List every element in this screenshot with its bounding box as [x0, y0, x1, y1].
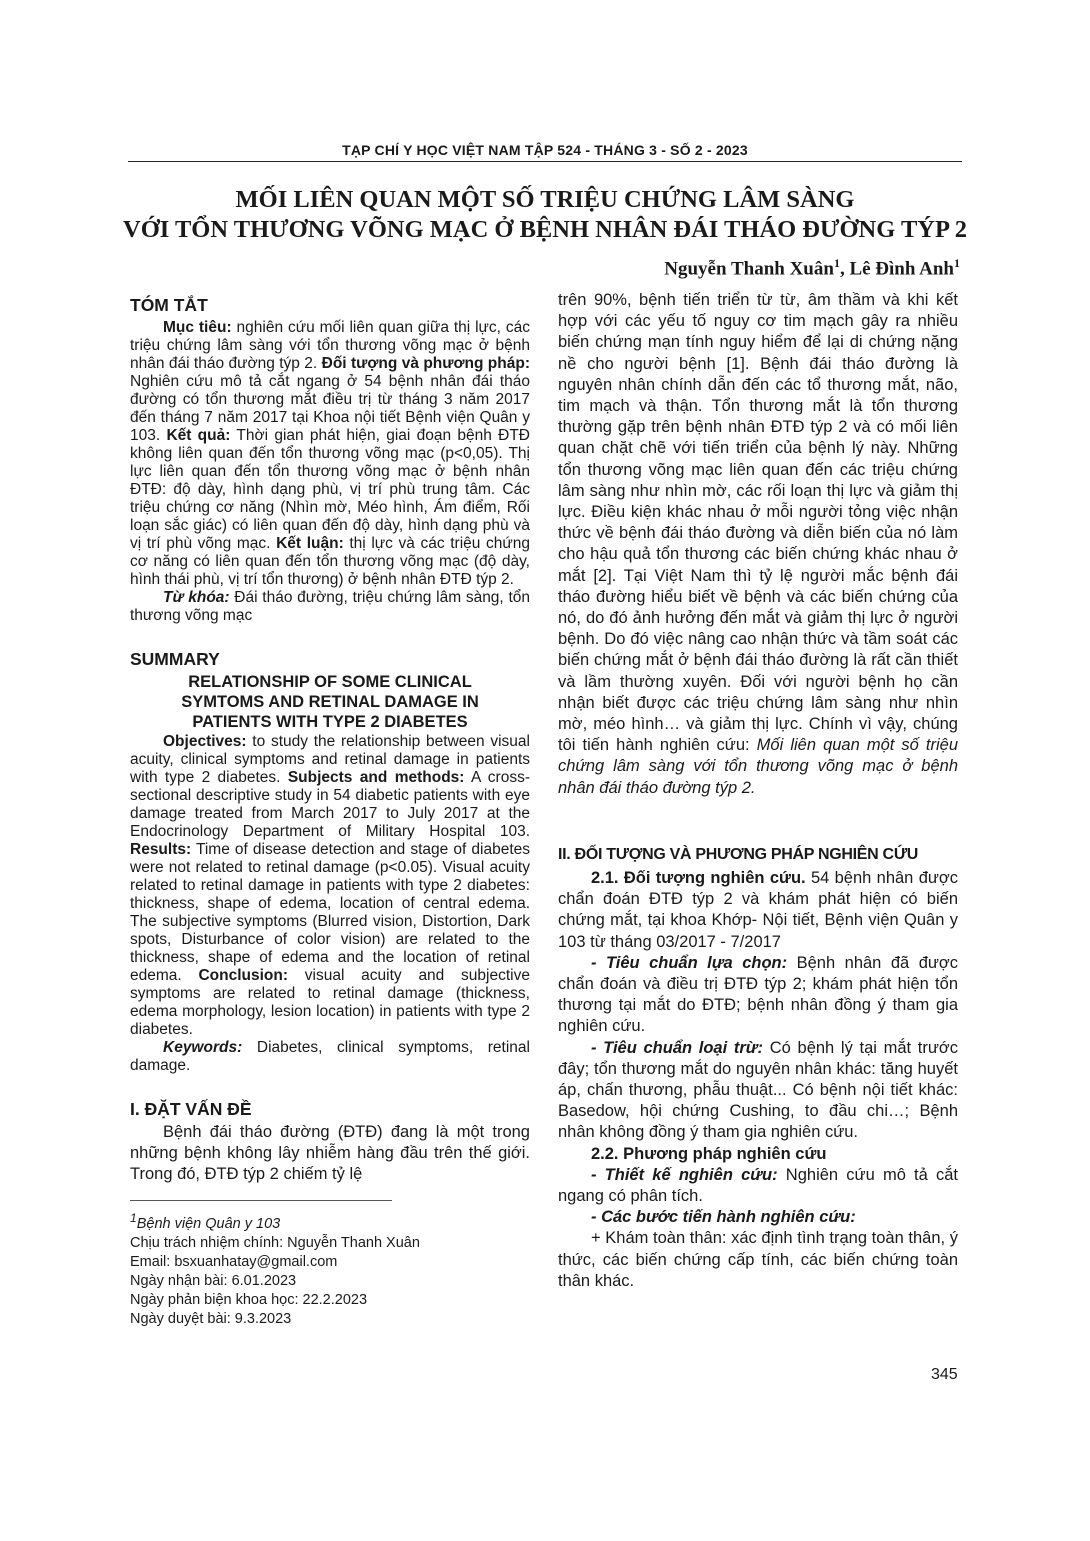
subsection-2-1-text: 54 bệnh nhân được chẩn đoán ĐTĐ týp 2 và khám phát hiện có biến chứng mắt, tại khoa Khớp- Nội tiết, Bệnh viện Quân y 103 từ tháng 03/2017 - 7/2017 — [558, 869, 958, 951]
abstract-keywords-text: Đái tháo đường, triệu chứng lâm sàng, tổn thương võng mạc — [130, 589, 530, 624]
summary-conclusion-text: visual acuity and subjective symptoms are related to retinal damage (thickness, edema morphology, lesion location) in patients with type 2 diabetes. — [130, 967, 530, 1038]
abstract-keywords-label: Từ khóa: — [163, 589, 230, 606]
design-label: - Thiết kế nghiên cứu: — [591, 1165, 778, 1184]
abstract-methods-label: Đối tượng và phương pháp: — [321, 355, 530, 372]
inclusion-text: Bệnh nhân đã được chẩn đoán và điều trị ĐTĐ týp 2; khám phát hiện tổn thương tại mắt do ĐTĐ; bệnh nhân đồng ý tham gia nghiên cứu. — [558, 953, 958, 1036]
summary-methods-label: Subjects and methods: — [287, 769, 465, 786]
study-title-italic: Mối liên quan một số triệu chứng lâm sàng với tổn thương võng mạc ở bệnh nhân đái tháo đường týp 2. — [558, 736, 958, 797]
summary-title — [130, 672, 530, 732]
exclusion-criteria — [558, 1038, 958, 1144]
section-1-text-start: Bệnh đái tháo đường (ĐTĐ) đang là một trong những bệnh không lây nhiễm hàng đầu trên thế giới. Trong đó, ĐTĐ týp 2 chiếm tỷ lệ — [130, 1123, 530, 1184]
footnote-accepted: Ngày duyệt bài: 9.3.2023 — [130, 1310, 292, 1327]
study-steps — [558, 1207, 958, 1228]
summary-keywords — [130, 1039, 530, 1075]
section-1-paragraph-continued — [558, 290, 958, 799]
journal-header: TẠP CHÍ Y HỌC VIỆT NAM TẬP 524 - THÁNG 3 - SỐ 2 - 2023 — [342, 142, 748, 158]
subsection-2-2-label: 2.2. Phương pháp nghiên cứu — [591, 1144, 827, 1163]
footnote-corresponding: Chịu trách nhiệm chính: Nguyễn Thanh Xuân — [130, 1234, 420, 1251]
abstract-keywords — [130, 589, 530, 625]
subsection-2-1-label: 2.1. Đối tượng nghiên cứu. — [591, 869, 806, 887]
footnote-reviewed: Ngày phản biện khoa học: 22.2.2023 — [130, 1291, 368, 1308]
footnote-affil-num: 1 — [130, 1211, 137, 1225]
subsection-2-1 — [558, 868, 958, 953]
section-1-paragraph-start — [130, 1122, 530, 1186]
section-1-text-cont: trên 90%, bệnh tiến triển từ từ, âm thầm và khi kết hợp với các yếu tố nguy cơ tim mạch gây ra nhiều biến chứng mạn tính nguy hiểm để lại di chứng nặng nề cho người bệnh [1]. Bệnh đái tháo đường là nguyên nhân chính dẫn đến các tổ thương mắt, não, tim mạch và thận. Tổn thương mắt là tổn thương thường gặp trên bệnh nhân ĐTĐ týp 2 và có mối liên quan chặt chẽ với tiến triển của bệnh lý này. Những tổn thương võng mạc liên quan đến các triệu chứng lâm sàng như nhìn mờ, các rối loạn thị lực và giảm thị lực. Điều kiện khác nhau ở mỗi người tỏng việc nhận thức về bệnh đái tháo đường và diễn biến của nó làm cho hậu quả tổn thương các biến chứng khác nhau ở mắt [2]. Tại Việt Nam thì tỷ lệ người mắc bệnh đái tháo đường hiểu biết về bệnh và các biến chứng của nó, do đó ảnh hưởng đến mắt và giảm thị lực ở người bệnh. Do đó việc nâng cao nhận thức và tầm soát các biến chứng mắt ở bệnh đái tháo đường là rất cần thiết và lầm thường xuyên. Đối với người bệnh họ cần nhận biết được các triệu chứng lâm sàng như nhìn mờ, méo hình… và giảm thị lực. Chính vì vậy, chúng tôi tiến hành nghiên cứu: — [558, 291, 958, 755]
footnote-affil-text: Bệnh viện Quân y 103 — [136, 1215, 281, 1232]
section-2-heading: II. ĐỐI TƯỢNG VÀ PHƯƠNG PHÁP NGHIÊN CỨU — [558, 846, 919, 863]
inclusion-criteria — [558, 953, 958, 1038]
steps-text: + Khám toàn thân: xác định tình trạng toàn thân, ý thức, các biến chứng cấp tính, các biến chứng toàn thân khác. — [558, 1229, 958, 1290]
authors — [664, 256, 960, 280]
section-2-body — [558, 868, 958, 1292]
summary-conclusion-label: Conclusion: — [198, 967, 289, 984]
author-separator: , — [839, 258, 850, 280]
inclusion-label: - Tiêu chuẩn lựa chọn: — [591, 953, 788, 972]
abstract-body — [130, 319, 530, 625]
author-1-affil: 1 — [833, 256, 840, 270]
article-title-line-1: MỐI LIÊN QUAN MỘT SỐ TRIỆU CHỨNG LÂM SÀNG — [235, 186, 855, 213]
abstract-results-label: Kết quả: — [166, 427, 231, 444]
summary-body — [130, 733, 530, 1075]
section-1-heading: I. ĐẶT VẤN ĐỀ — [130, 1099, 252, 1119]
footnote — [130, 1209, 530, 1329]
footnote-affiliation — [130, 1209, 530, 1234]
author-2-affil: 1 — [954, 256, 960, 270]
summary-heading: SUMMARY — [130, 649, 220, 669]
abstract-paragraph — [130, 319, 530, 589]
summary-title-line-3: PATIENTS WITH TYPE 2 DIABETES — [192, 713, 468, 731]
summary-title-line-2: SYMTOMS AND RETINAL DAMAGE IN — [181, 693, 479, 711]
summary-keywords-text: Diabetes, clinical symptoms, retinal damage. — [130, 1039, 530, 1074]
footnote-rule — [130, 1200, 392, 1201]
abstract-conclusion-label: Kết luận: — [276, 535, 344, 552]
article-title-line-2: VỚI TỔN THƯƠNG VÕNG MẠC Ở BỆNH NHÂN ĐÁI THÁO ĐƯỜNG TÝP 2 — [123, 216, 967, 243]
study-design — [558, 1165, 958, 1207]
steps-label: - Các bước tiến hành nghiên cứu: — [591, 1208, 856, 1227]
abstract-results-text: Thời gian phát hiện, giai đoạn bệnh ĐTĐ không liên quan đến tổn thương võng mạc (p<0,05). Thị lực liên quan đến tổn thương võng mạc ở bệnh nhân ĐTĐ: độ dày, hình dạng phù, vị trí phù trung tâm. Các triệu chứng cơ năng (Nhìn mờ, Méo hình, Ám điểm, Rối loạn sắc giác) có liên quan đến độ dày, hình dạng phù và vị trí phù võng mạc. — [130, 427, 530, 552]
section-1-continued — [558, 290, 958, 799]
exclusion-label: - Tiêu chuẩn loại trừ: — [591, 1038, 764, 1057]
header-rule — [128, 161, 962, 162]
summary-results-text: Time of disease detection and stage of diabetes were not related to retinal damage (p<0.05). Visual acuity related to retinal damage in patients with type 2 diabetes: thickness, shape of edema, location of central edema. The subjective symptoms (Blurred vision, Distortion, Dark spots, Disturbance of color vision) are related to the thickness, shape of edema and the location of retinal edema. — [130, 841, 530, 984]
subsection-2-2 — [558, 1144, 958, 1165]
summary-title-line-1: RELATIONSHIP OF SOME CLINICAL — [188, 673, 472, 691]
summary-keywords-label: Keywords: — [163, 1039, 243, 1056]
footnote-email: Email: bsxuanhatay@gmail.com — [130, 1253, 338, 1270]
exclusion-text: Có bệnh lý tại mắt trước đây; tổn thương mắt do nguyên nhân khác: tăng huyết áp, chấn thương, phẫu thuật... Có bệnh nội tiết khác: Basedow, hội chứng Cushing, to đầu chi…; Bệnh nhân không đồng ý tham gia nghiên cứu. — [558, 1038, 958, 1142]
summary-results-label: Results: — [130, 841, 192, 858]
summary-objective-label: Objectives: — [163, 733, 247, 750]
abstract-methods-text: Nghiên cứu mô tả cắt ngang ở 54 bệnh nhân đái tháo đường có tổn thương mắt điều trị từ tháng 3 năm 2017 đến tháng 7 năm 2017 tại Khoa nội tiết Bệnh viện Quân y 103. — [130, 373, 530, 444]
abstract-objective-text: nghiên cứu mối liên quan giữa thị lực, các triệu chứng lâm sàng với tổn thương võng mạc ở bệnh nhân đái tháo đường týp 2. — [130, 319, 531, 372]
abstract-objective-label: Mục tiêu: — [163, 319, 232, 336]
summary-methods-text: A cross-sectional descriptive study in 54 diabetic patients with eye damage treated from March 2017 to July 2017 at the Endocrinology Department of Military Hospital 103. — [130, 769, 530, 840]
author-1: Nguyễn Thanh Xuân — [664, 258, 834, 280]
author-2: Lê Đình Anh — [849, 258, 954, 280]
abstract-heading: TÓM TẮT — [130, 295, 208, 315]
footnote-received: Ngày nhận bài: 6.01.2023 — [130, 1272, 297, 1289]
page-number: 345 — [931, 1366, 958, 1383]
abstract-conclusion-text: thị lực và các triệu chứng cơ năng có liên quan đến tổn thương võng mạc (độ dày, hình thái phù, vị trí tổn thương) ở bệnh nhân ĐTĐ týp 2. — [130, 535, 530, 588]
summary-paragraph — [130, 733, 530, 1039]
design-text: Nghiên cứu mô tả cắt ngang có phân tích. — [558, 1165, 959, 1206]
summary-objective-text: to study the relationship between visual acuity, clinical symptoms and retinal damage in patients with type 2 diabetes. — [130, 733, 530, 786]
